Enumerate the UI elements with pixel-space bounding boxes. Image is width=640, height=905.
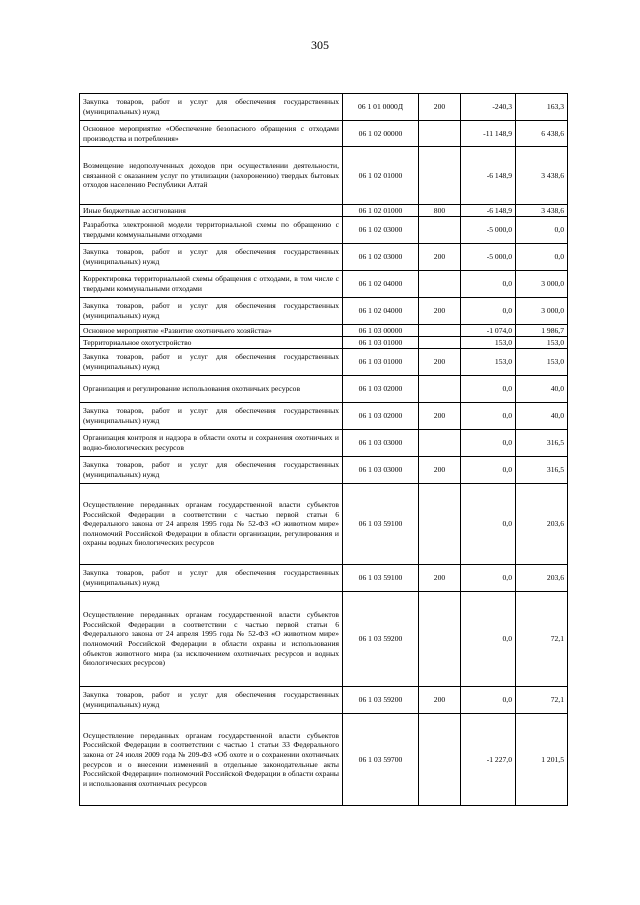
row-expense-type-cell: 200 [419, 403, 461, 430]
row-amount-total-cell: 72,1 [516, 592, 568, 687]
row-code-cell: 06 1 02 04000 [343, 271, 419, 298]
budget-table [79, 93, 568, 806]
table-row [80, 271, 568, 298]
table-row [80, 298, 568, 325]
table-row [80, 121, 568, 147]
row-name-cell: Организация и регулирование использования охотничьих ресурсов [80, 376, 343, 403]
row-code-cell: 06 1 03 59100 [343, 565, 419, 592]
row-expense-type-cell [419, 217, 461, 244]
row-name-cell: Осуществление переданных органам государственной власти субъектов Российской Федерации в соответствии с частью первой статьи 6 Федерального закона от 24 апреля 1995 года № 52-ФЗ «О животном мире» полномочий Российской Федерации в области организации, регулирования и охраны водных биологических ресурсов [80, 484, 343, 565]
table-row [80, 592, 568, 687]
row-amount-total-cell: 3 438,6 [516, 205, 568, 217]
row-amount-change-cell: -240,3 [461, 94, 516, 121]
row-name-cell: Закупка товаров, работ и услуг для обеспечения государственных (муниципальных) нужд [80, 565, 343, 592]
row-amount-change-cell: 0,0 [461, 592, 516, 687]
row-name-cell: Основное мероприятие «Обеспечение безопасного обращения с отходами производства и потребления» [80, 121, 343, 147]
row-amount-total-cell: 153,0 [516, 337, 568, 349]
table-row [80, 430, 568, 457]
row-code-cell: 06 1 03 59200 [343, 687, 419, 714]
table-row [80, 484, 568, 565]
row-amount-change-cell: -5 000,0 [461, 217, 516, 244]
row-expense-type-cell: 200 [419, 565, 461, 592]
row-amount-change-cell: 0,0 [461, 298, 516, 325]
row-code-cell: 06 1 03 01000 [343, 337, 419, 349]
row-expense-type-cell: 200 [419, 349, 461, 376]
row-code-cell: 06 1 03 59100 [343, 484, 419, 565]
row-amount-total-cell: 316,5 [516, 430, 568, 457]
row-amount-total-cell: 163,3 [516, 94, 568, 121]
row-amount-change-cell: -1 074,0 [461, 325, 516, 337]
row-code-cell: 06 1 03 03000 [343, 457, 419, 484]
row-amount-total-cell: 40,0 [516, 376, 568, 403]
table-row [80, 217, 568, 244]
row-code-cell: 06 1 03 59700 [343, 714, 419, 806]
row-code-cell: 06 1 03 59200 [343, 592, 419, 687]
table-row [80, 565, 568, 592]
row-expense-type-cell [419, 376, 461, 403]
row-amount-total-cell: 203,6 [516, 484, 568, 565]
row-code-cell: 06 1 02 00000 [343, 121, 419, 147]
table-row [80, 376, 568, 403]
row-expense-type-cell [419, 337, 461, 349]
table-row [80, 714, 568, 806]
row-name-cell: Закупка товаров, работ и услуг для обеспечения государственных (муниципальных) нужд [80, 403, 343, 430]
row-expense-type-cell: 200 [419, 457, 461, 484]
row-amount-change-cell: 0,0 [461, 565, 516, 592]
row-expense-type-cell [419, 147, 461, 205]
row-expense-type-cell [419, 430, 461, 457]
page-number: 305 [311, 38, 329, 52]
row-name-cell: Закупка товаров, работ и услуг для обеспечения государственных (муниципальных) нужд [80, 687, 343, 714]
row-amount-change-cell: 153,0 [461, 337, 516, 349]
row-name-cell: Корректировка территориальной схемы обращения с отходами, в том числе с твердыми коммунальными отходами [80, 271, 343, 298]
table-row [80, 337, 568, 349]
row-name-cell: Основное мероприятие «Развитие охотничьего хозяйства» [80, 325, 343, 337]
row-amount-change-cell: 0,0 [461, 484, 516, 565]
row-amount-total-cell: 1 986,7 [516, 325, 568, 337]
row-code-cell: 06 1 02 03000 [343, 244, 419, 271]
row-expense-type-cell [419, 484, 461, 565]
table-row [80, 94, 568, 121]
row-code-cell: 06 1 03 02000 [343, 403, 419, 430]
row-amount-change-cell: -6 148,9 [461, 147, 516, 205]
row-amount-change-cell: 0,0 [461, 457, 516, 484]
row-name-cell: Разработка электронной модели территориальной схемы по обращению с твердыми коммунальными отходами [80, 217, 343, 244]
row-amount-total-cell: 3 000,0 [516, 298, 568, 325]
row-amount-change-cell: 0,0 [461, 403, 516, 430]
table-row [80, 457, 568, 484]
table-row [80, 687, 568, 714]
row-name-cell: Возмещение недополученных доходов при осуществлении деятельности, связанной с оказанием услуг по утилизации (захоронению) твердых бытовых отходов населению Республики Алтай [80, 147, 343, 205]
table-row [80, 244, 568, 271]
table-row [80, 403, 568, 430]
row-expense-type-cell [419, 592, 461, 687]
row-amount-total-cell: 3 000,0 [516, 271, 568, 298]
row-code-cell: 06 1 02 03000 [343, 217, 419, 244]
row-code-cell: 06 1 03 00000 [343, 325, 419, 337]
row-name-cell: Закупка товаров, работ и услуг для обеспечения государственных (муниципальных) нужд [80, 244, 343, 271]
row-amount-total-cell: 153,0 [516, 349, 568, 376]
row-code-cell: 06 1 01 0000Д [343, 94, 419, 121]
row-amount-total-cell: 3 438,6 [516, 147, 568, 205]
row-name-cell: Закупка товаров, работ и услуг для обеспечения государственных (муниципальных) нужд [80, 457, 343, 484]
row-name-cell: Иные бюджетные ассигнования [80, 205, 343, 217]
row-expense-type-cell [419, 325, 461, 337]
row-expense-type-cell: 200 [419, 244, 461, 271]
table-row [80, 349, 568, 376]
row-code-cell: 06 1 03 03000 [343, 430, 419, 457]
row-amount-change-cell: 0,0 [461, 687, 516, 714]
row-amount-total-cell: 203,6 [516, 565, 568, 592]
row-amount-total-cell: 1 201,5 [516, 714, 568, 806]
row-expense-type-cell: 200 [419, 298, 461, 325]
table-row [80, 325, 568, 337]
table-row [80, 205, 568, 217]
row-expense-type-cell: 200 [419, 94, 461, 121]
row-code-cell: 06 1 02 01000 [343, 147, 419, 205]
row-amount-change-cell: -1 227,0 [461, 714, 516, 806]
row-code-cell: 06 1 03 01000 [343, 349, 419, 376]
row-name-cell: Организация контроля и надзора в области охоты и сохранения охотничьих и водно-биологических ресурсов [80, 430, 343, 457]
row-expense-type-cell: 200 [419, 687, 461, 714]
row-amount-change-cell: -6 148,9 [461, 205, 516, 217]
row-expense-type-cell [419, 121, 461, 147]
row-code-cell: 06 1 02 01000 [343, 205, 419, 217]
row-name-cell: Закупка товаров, работ и услуг для обеспечения государственных (муниципальных) нужд [80, 349, 343, 376]
row-amount-change-cell: 0,0 [461, 430, 516, 457]
row-amount-total-cell: 6 438,6 [516, 121, 568, 147]
row-expense-type-cell [419, 714, 461, 806]
row-name-cell: Территориальное охотустройство [80, 337, 343, 349]
row-name-cell: Закупка товаров, работ и услуг для обеспечения государственных (муниципальных) нужд [80, 298, 343, 325]
row-code-cell: 06 1 03 02000 [343, 376, 419, 403]
row-amount-change-cell: 0,0 [461, 271, 516, 298]
row-expense-type-cell: 800 [419, 205, 461, 217]
budget-table-body [80, 94, 568, 806]
row-amount-total-cell: 72,1 [516, 687, 568, 714]
row-amount-total-cell: 316,5 [516, 457, 568, 484]
row-name-cell: Осуществление переданных органам государственной власти субъектов Российской Федерации в соответствии с частью 1 статьи 33 Федерального закона от 24 июля 2009 года № 209-ФЗ «Об охоте и о сохранении охотничьих ресурсов и о внесении изменений в отдельные законодательные акты Российской Федерации» полномочий Российской Федерации в области охраны и использования охотничьих ресурсов [80, 714, 343, 806]
row-amount-change-cell: 0,0 [461, 376, 516, 403]
row-amount-total-cell: 40,0 [516, 403, 568, 430]
row-name-cell: Закупка товаров, работ и услуг для обеспечения государственных (муниципальных) нужд [80, 94, 343, 121]
row-amount-change-cell: 153,0 [461, 349, 516, 376]
row-code-cell: 06 1 02 04000 [343, 298, 419, 325]
row-amount-change-cell: -5 000,0 [461, 244, 516, 271]
row-amount-total-cell: 0,0 [516, 217, 568, 244]
table-row [80, 147, 568, 205]
row-expense-type-cell [419, 271, 461, 298]
row-amount-total-cell: 0,0 [516, 244, 568, 271]
row-name-cell: Осуществление переданных органам государственной власти субъектов Российской Федерации в соответствии с частью первой статьи 6 Федерального закона от 24 апреля 1995 года № 52-ФЗ «О животном мире» полномочий Российской Федерации в области охраны и использования объектов животного мира (за исключением охотничьих ресурсов и водных биологических ресурсов) [80, 592, 343, 687]
row-amount-change-cell: -11 148,9 [461, 121, 516, 147]
